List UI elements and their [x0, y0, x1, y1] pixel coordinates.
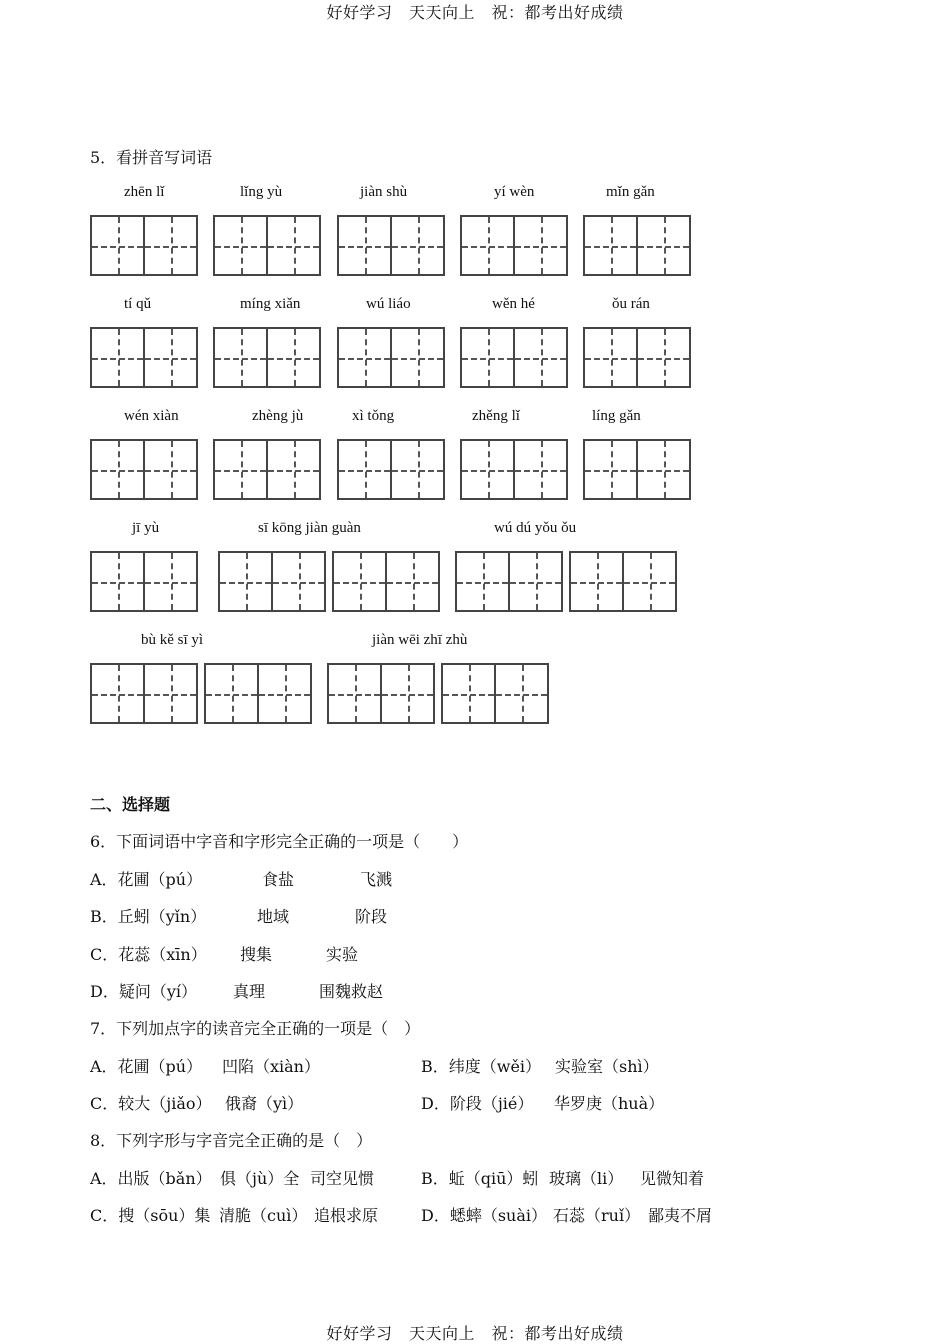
pinyin-label: míng xiǎn — [240, 296, 301, 312]
pinyin-label: sī kōng jiàn guàn — [258, 520, 361, 536]
pinyin-label: zhèng jù — [252, 408, 304, 424]
writing-grid[interactable] — [213, 327, 321, 388]
pinyin-label: lǐng yù — [240, 184, 283, 200]
writing-grid[interactable] — [90, 215, 198, 276]
page-header: 好好学习 天天向上 祝：都考出好成绩 — [326, 3, 624, 22]
writing-grid[interactable] — [332, 551, 440, 612]
q7-option-d: 华罗庚（huà） — [554, 1094, 665, 1113]
pinyin-label: xì tǒng — [352, 408, 395, 424]
pinyin-label: líng gǎn — [592, 408, 641, 424]
writing-grid[interactable] — [460, 327, 568, 388]
q7-option-b: 实验室（shì） — [555, 1057, 659, 1076]
q6-option-d: D．疑问（yí） — [90, 982, 197, 1001]
q7-option-a: 凹陷（xiàn） — [222, 1057, 320, 1076]
writing-grid[interactable] — [90, 327, 198, 388]
pinyin-label: tí qǔ — [124, 296, 152, 312]
q8-option-b: 玻璃（li） — [549, 1169, 624, 1188]
q8-stem: 8．下列字形与字音完全正确的是（ ） — [90, 1131, 373, 1150]
q6-stem: 6．下面词语中字音和字形完全正确的一项是（ ） — [90, 832, 469, 851]
writing-grid[interactable] — [327, 663, 435, 724]
q8-option-d: D．蟋蟀（suài） — [421, 1206, 548, 1225]
q8-option-a: 司空见惯 — [310, 1169, 375, 1188]
pinyin-label: wén xiàn — [124, 408, 179, 424]
writing-grid[interactable] — [213, 439, 321, 500]
writing-grid[interactable] — [213, 215, 321, 276]
q7-option-d: D．阶段（jié） — [421, 1094, 534, 1113]
pinyin-label: jī yù — [132, 520, 160, 536]
q8-option-a: A．出版（bǎn） — [90, 1169, 212, 1188]
q6-option-c: 搜集 — [240, 945, 273, 964]
q6-option-b: 地域 — [257, 907, 290, 926]
writing-grid[interactable] — [583, 439, 691, 500]
writing-grid[interactable] — [337, 327, 445, 388]
writing-grid[interactable] — [455, 551, 563, 612]
q7-stem: 7．下列加点字的读音完全正确的一项是（ ） — [90, 1019, 421, 1038]
writing-grid[interactable] — [90, 663, 198, 724]
pinyin-label: ǒu rán — [612, 296, 650, 312]
writing-grid[interactable] — [460, 439, 568, 500]
pinyin-label: yí wèn — [494, 184, 535, 200]
q8-option-c: C．搜（sōu）集 — [90, 1206, 211, 1225]
pinyin-label: jiàn wēi zhī zhù — [372, 632, 468, 648]
q8-option-c: 追根求原 — [314, 1206, 379, 1225]
q8-option-a: 俱（jù）全 — [220, 1169, 300, 1188]
q7-option-b: B．纬度（wěi） — [421, 1057, 542, 1076]
pinyin-label: zhěng lǐ — [472, 408, 520, 424]
writing-grid[interactable] — [569, 551, 677, 612]
writing-grid[interactable] — [90, 439, 198, 500]
writing-grid[interactable] — [441, 663, 549, 724]
q7-option-c: 俄裔（yì） — [225, 1094, 304, 1113]
q8-option-d: 鄙夷不屑 — [648, 1206, 713, 1225]
q8-option-b: 见微知着 — [640, 1169, 705, 1188]
pinyin-label: wú dú yǒu ǒu — [494, 520, 577, 536]
pinyin-label: bù kě sī yì — [141, 632, 204, 648]
q6-option-b: 阶段 — [355, 907, 388, 926]
pinyin-label: wú liáo — [366, 296, 411, 312]
pinyin-label: jiàn shù — [360, 184, 408, 200]
pinyin-label: wěn hé — [492, 296, 535, 312]
section-title: 二、选择题 — [90, 795, 171, 814]
pinyin-label: zhēn lǐ — [124, 184, 165, 200]
q6-option-c: 实验 — [326, 945, 359, 964]
writing-grid[interactable] — [218, 551, 326, 612]
q6-option-a: 食盐 — [262, 870, 295, 889]
writing-grid[interactable] — [460, 215, 568, 276]
q6-option-a: 飞溅 — [360, 870, 393, 889]
q8-option-d: 石蕊（ruǐ） — [553, 1206, 641, 1225]
pinyin-label: mǐn gǎn — [606, 184, 655, 200]
q8-option-b: B．蚯（qiū）蚓 — [421, 1169, 539, 1188]
q6-option-d: 围魏救赵 — [319, 982, 384, 1001]
writing-grid[interactable] — [204, 663, 312, 724]
writing-grid[interactable] — [90, 551, 198, 612]
writing-grid[interactable] — [583, 215, 691, 276]
q6-option-b: B．丘蚓（yǐn） — [90, 907, 207, 926]
q6-option-c: C．花蕊（xīn） — [90, 945, 207, 964]
page-footer: 好好学习 天天向上 祝：都考出好成绩 — [326, 1324, 624, 1343]
q6-option-a: A．花圃（pú） — [90, 870, 203, 889]
q7-option-a: A．花圃（pú） — [90, 1057, 203, 1076]
writing-grid[interactable] — [337, 215, 445, 276]
q5-title: 5．看拼音写词语 — [90, 148, 213, 167]
writing-grid[interactable] — [583, 327, 691, 388]
writing-grid[interactable] — [337, 439, 445, 500]
q6-option-d: 真理 — [233, 982, 266, 1001]
q8-option-c: 清脆（cuì） — [219, 1206, 308, 1225]
q7-option-c: C．较大（jiǎo） — [90, 1094, 212, 1113]
